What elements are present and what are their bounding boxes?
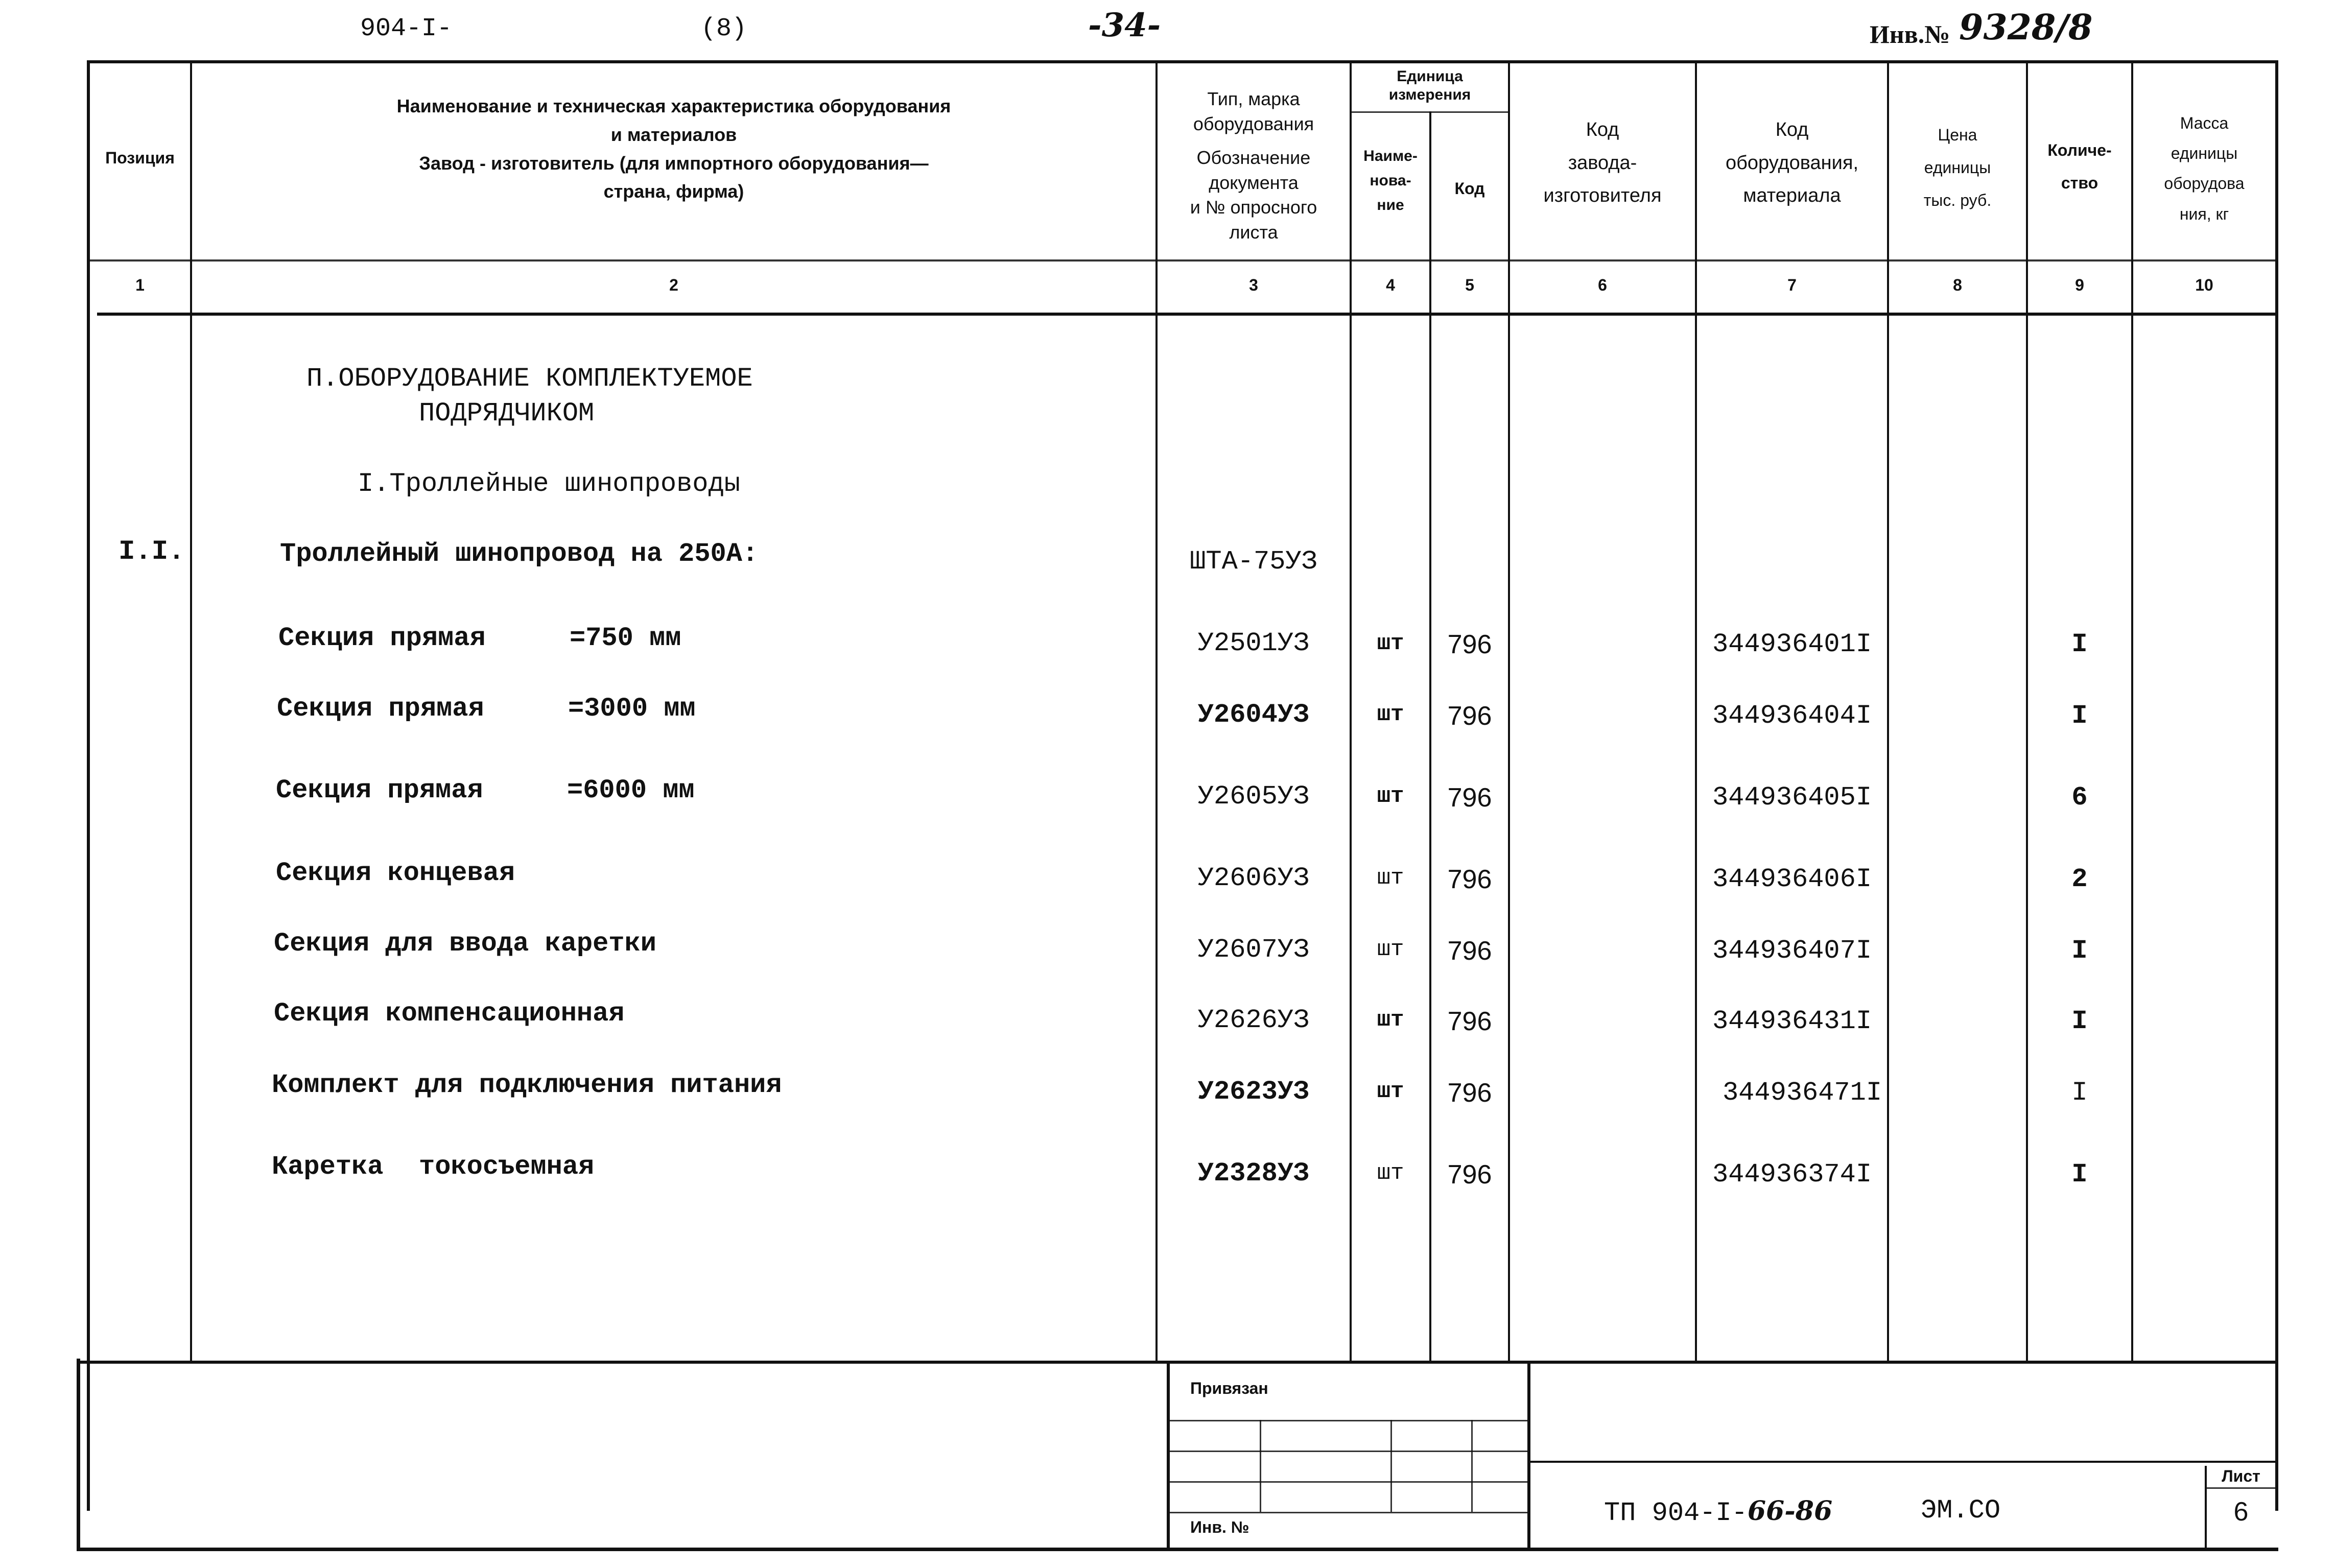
- row-qty: I: [2071, 1159, 2088, 1190]
- col-number: 4: [1386, 276, 1395, 294]
- col-material-code-header: Код оборудования, материала: [1725, 119, 1859, 207]
- row-material-code: 344936431I: [1712, 1006, 1872, 1036]
- row-unit: шт: [1377, 702, 1404, 727]
- col-number: 8: [1953, 276, 1962, 294]
- row-qty: 2: [2071, 864, 2088, 894]
- row-size: =6000 мм: [567, 775, 695, 805]
- item-position: I.I.: [119, 536, 185, 567]
- row-unit: шт: [1377, 783, 1404, 809]
- col-unit-name-header: Наиме- нова- ние: [1363, 148, 1418, 213]
- row-material-code: 344936406I: [1712, 864, 1872, 894]
- sheet-number: 6: [2233, 1497, 2249, 1527]
- doc-code-suffix: ЭМ.СО: [1921, 1495, 2001, 1526]
- row-type: У2328УЗ: [1197, 1158, 1310, 1189]
- row-unit: шт: [1377, 1007, 1404, 1033]
- col-type-header: Тип, марка оборудования Обозначение документа и № опросного листа: [1190, 88, 1317, 243]
- sheet-label: Лист: [2222, 1467, 2260, 1485]
- row-qty: I: [2071, 629, 2088, 659]
- section-heading-cont: ПОДРЯДЧИКОМ: [419, 398, 595, 429]
- col-factory-code-header: Код завода- изготовителя: [1543, 119, 1662, 207]
- row-unit-code: 796: [1447, 865, 1492, 894]
- row-name: Секция концевая: [276, 858, 515, 888]
- row-unit-code: 796: [1447, 936, 1492, 966]
- row-unit-code: 796: [1447, 1160, 1492, 1190]
- section-heading: П.ОБОРУДОВАНИЕ КОМПЛЕКТУЕМОЕ: [306, 364, 753, 394]
- col-unit-code-header: Код: [1454, 179, 1485, 198]
- row-unit-code: 796: [1447, 701, 1492, 731]
- row-name: Секция прямая: [277, 694, 484, 724]
- col-price-header: Цена единицы тыс. руб.: [1923, 126, 1992, 209]
- doc-code-handwritten: 66-86: [1747, 1495, 1833, 1527]
- row-qty: I: [2071, 1006, 2088, 1036]
- col-number: 2: [669, 276, 678, 294]
- row-material-code: 344936405I: [1712, 782, 1872, 813]
- row-type: У2623УЗ: [1197, 1077, 1310, 1107]
- col-number: 1: [135, 276, 145, 294]
- bound-label: Привязан: [1190, 1379, 1268, 1397]
- row-type: У2607УЗ: [1197, 935, 1310, 965]
- document-code: [1604, 1495, 1832, 1528]
- inv-no-label: Инв. №: [1190, 1518, 1249, 1536]
- row-unit-code: 796: [1447, 1078, 1492, 1108]
- inv-number: 9328/8: [1959, 7, 2093, 48]
- row-name: Секция компенсационная: [274, 999, 625, 1029]
- row-unit: шт: [1377, 631, 1404, 656]
- row-size: =3000 мм: [568, 694, 696, 724]
- row-name: Секция прямая: [276, 775, 483, 805]
- row-unit-code: 796: [1447, 783, 1492, 813]
- col-number: 7: [1787, 276, 1797, 294]
- inv-label: Инв.№: [1870, 20, 1950, 49]
- col-number: 5: [1465, 276, 1474, 294]
- subsection-heading: I.Троллейные шинопроводы: [358, 469, 740, 499]
- col-name-header: Наименование и техническая характеристика оборудования и материалов Завод - изготовитель (для импортного оборудования— страна, фирма): [396, 96, 951, 202]
- doc-series: 904-I-: [360, 14, 453, 43]
- row-unit-code: 796: [1447, 1007, 1492, 1036]
- row-name: Каретка: [272, 1152, 384, 1182]
- row-type: У2605УЗ: [1197, 781, 1310, 812]
- row-size: =750 мм: [570, 623, 681, 653]
- row-material-code: 344936374I: [1712, 1159, 1872, 1190]
- col-number: 6: [1598, 276, 1607, 294]
- row-unit: шт: [1377, 865, 1404, 891]
- col-number: 10: [2195, 276, 2213, 294]
- col-mass-header: Масса единицы оборудова ния, кг: [2164, 114, 2245, 223]
- row-qty: I: [2071, 936, 2088, 966]
- row-qty: 6: [2071, 782, 2088, 813]
- row-qty: I: [2071, 701, 2088, 731]
- page-number: -34-: [1088, 6, 1161, 44]
- row-type: У2606УЗ: [1197, 863, 1310, 893]
- row-size: токосъемная: [419, 1152, 595, 1182]
- row-qty: I: [2071, 1078, 2088, 1108]
- row-material-code: 344936407I: [1712, 936, 1872, 966]
- row-name: Секция для ввода каретки: [274, 929, 656, 959]
- unit-group-header: Единица измерения: [1388, 68, 1471, 103]
- row-material-code: 344936471I: [1722, 1078, 1882, 1108]
- col-position-header: Позиция: [105, 149, 175, 167]
- row-name: Комплект для подключения питания: [272, 1070, 782, 1100]
- col-qty-header: Количе- ство: [2047, 141, 2112, 192]
- row-material-code: 344936404I: [1712, 701, 1872, 731]
- col-number: 9: [2075, 276, 2084, 294]
- sheet-paren: (8): [701, 14, 747, 43]
- row-type: У2604УЗ: [1197, 700, 1310, 730]
- row-unit: шт: [1377, 1160, 1404, 1186]
- row-type: У2501УЗ: [1197, 628, 1310, 658]
- item-name: Троллейный шинопровод на 250А:: [280, 539, 759, 569]
- row-type: У2626УЗ: [1197, 1005, 1310, 1035]
- row-unit: шт: [1377, 937, 1404, 962]
- row-name: Секция прямая: [278, 623, 486, 653]
- row-material-code: 344936401I: [1712, 629, 1872, 659]
- item-type: ШТА-75УЗ: [1190, 547, 1317, 577]
- col-number: 3: [1249, 276, 1258, 294]
- doc-code-prefix: ТП 904-I-: [1604, 1498, 1748, 1528]
- row-unit: шт: [1377, 1079, 1404, 1104]
- row-unit-code: 796: [1447, 630, 1492, 659]
